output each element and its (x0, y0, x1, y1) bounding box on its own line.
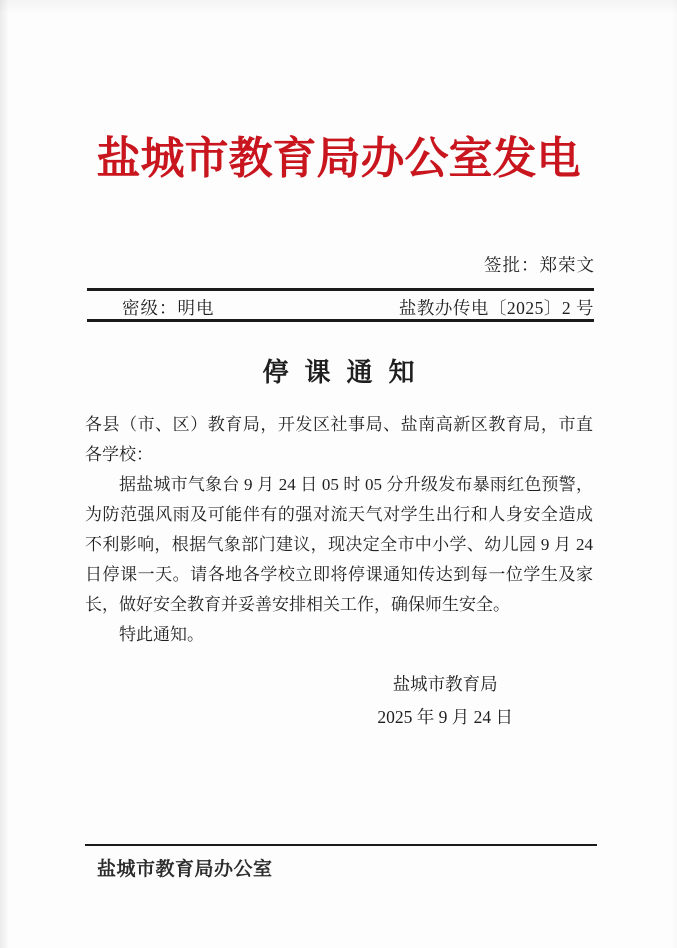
approval-name: 郑荣文 (539, 255, 595, 275)
letterhead-title: 盐城市教育局办公室发电 (96, 134, 581, 183)
notice-title: 停课通知 (262, 358, 431, 387)
approval-label: 签批： (484, 255, 540, 275)
approval-line (484, 252, 595, 277)
classification-label: 密级： (122, 298, 178, 318)
classification-value: 明电 (177, 298, 215, 318)
signature-org: 盐城市教育局 (392, 674, 498, 694)
header-rule-bottom (87, 319, 594, 322)
signature-date: 2025 年 9 月 24 日 (377, 707, 513, 727)
classification-field (87, 295, 215, 320)
notice-body (85, 410, 593, 650)
footer-rule (85, 844, 597, 846)
closing-line: 特此通知。 (119, 625, 204, 644)
recipients-line: 各县（市、区）教育局，开发区社事局、盐南高新区教育局，市直各学校： (85, 415, 593, 464)
signature-block (377, 668, 513, 734)
meta-row (87, 295, 594, 320)
header-rule-top (87, 288, 594, 291)
doc-number: 盐教办传电〔2025〕2 号 (398, 298, 594, 318)
body-paragraph: 据盐城市气象台 9 月 24 日 05 时 05 分升级发布暴雨红色预警，为防范强风雨及可能伴有的强对流天气对学生出行和人身安全造成不利影响，根据气象部门建议，现决定全市中小学、幼儿园 9 月 24 日停课一天。请各地各学校立即将停课通知传达到每一位学生及家长，做好安全教育并妥善安排相关工作，确保师生安全。 (85, 475, 593, 614)
footer-office: 盐城市教育局办公室 (97, 859, 273, 880)
